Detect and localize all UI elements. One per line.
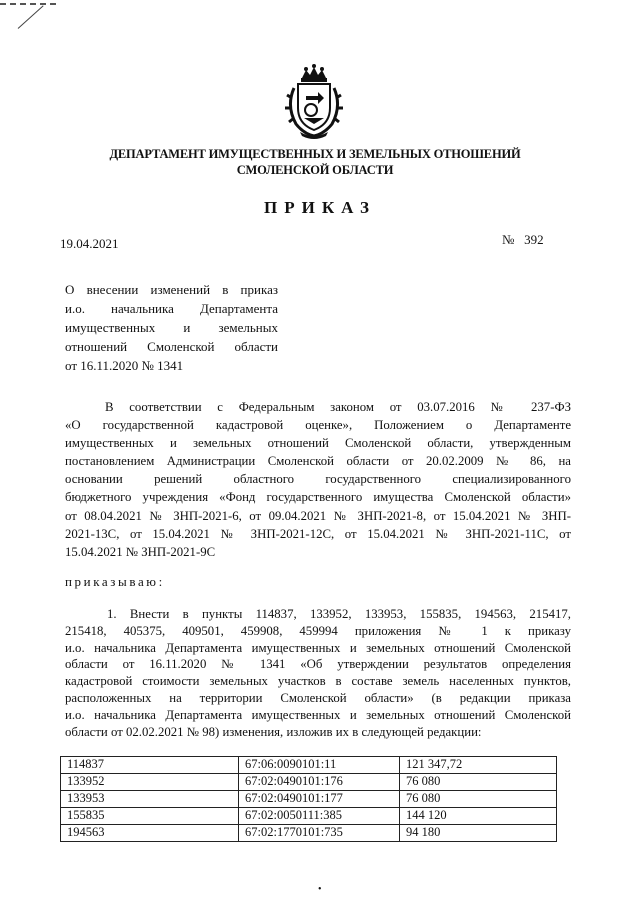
preamble-line: постановлением Администрации Смоленской области от 20.02.2009 № 86, на <box>65 454 571 469</box>
number-sign: № <box>502 232 515 247</box>
table-cell-value: 76 080 <box>400 791 557 808</box>
table-cell-value: 94 180 <box>400 825 557 842</box>
table-row <box>61 757 557 774</box>
number-value: 392 <box>524 232 544 247</box>
order-date: 19.04.2021 <box>60 236 119 251</box>
department-name: ДЕПАРТАМЕНТ ИМУЩЕСТВЕННЫХ И ЗЕМЕЛЬНЫХ ОТНОШЕНИЙ <box>109 147 521 161</box>
preamble-paragraph <box>65 398 571 561</box>
subject-line: О внесении изменений в приказ <box>65 282 278 297</box>
item-line: кадастровой стоимости земельных участков в составе земель населенных пунктов, <box>65 674 571 689</box>
table-row <box>61 808 557 825</box>
preamble-line: «О государственной кадастровой оценке», Положением о Департаменте <box>65 418 571 433</box>
subject-line: имущественных и земельных <box>65 320 278 335</box>
table-cell-item: 155835 <box>61 808 239 825</box>
preamble-line: бюджетного учреждения «Фонд государственного имущества Смоленской области» <box>65 490 571 505</box>
item-line: и.о. начальника Департамента имущественных и земельных отношений Смоленской <box>65 707 571 722</box>
item-line: 1. Внести в пункты 114837, 133952, 133953, 155835, 194563, 215417, <box>107 607 571 621</box>
subject-line: и.о. начальника Департамента <box>65 301 278 316</box>
table-cell-cadastral-number: 67:02:0050111:385 <box>239 808 400 825</box>
order-item-1 <box>65 606 571 740</box>
table-cell-item: 133952 <box>61 774 239 791</box>
scan-artifact-stroke <box>18 5 44 28</box>
table-row <box>61 774 557 791</box>
page-mark: • <box>318 884 322 895</box>
table-cell-cadastral-number: 67:02:1770101:735 <box>239 825 400 842</box>
preamble-line: В соответствии с Федеральным законом от 03.07.2016 № 237-ФЗ <box>105 400 571 414</box>
scan-artifact-dashes <box>0 3 58 5</box>
preamble-line: 15.04.2021 № ЗНП-2021-9С <box>65 544 216 559</box>
preamble-line: от 08.04.2021 № ЗНП-2021-6, от 09.04.2021 № ЗНП-2021-8, от 15.04.2021 № ЗНП- <box>65 508 571 523</box>
subject-line: от 16.11.2020 № 1341 <box>65 358 184 373</box>
cadastral-values-table <box>60 756 557 842</box>
preamble-line: имущественных и земельных отношений Смоленской области, утвержденным <box>65 436 571 451</box>
item-line: 215418, 405375, 409501, 459908, 459994 приложения № 1 к приказу <box>65 623 571 638</box>
item-line: области от 16.11.2020 № 1341 «Об утверждении результатов определения <box>65 657 571 672</box>
preamble-line: 2021-13С, от 15.04.2021 № ЗНП-2021-12С, от 15.04.2021 № ЗНП-2021-11С, от <box>65 526 571 541</box>
item-line: расположенных на территории Смоленской области» (в редакции приказа <box>65 690 571 705</box>
table-row <box>61 825 557 842</box>
item-line: и.о. начальника Департамента имущественных и земельных отношений Смоленской <box>65 640 571 655</box>
table-cell-item: 194563 <box>61 825 239 842</box>
table-cell-cadastral-number: 67:02:0490101:176 <box>239 774 400 791</box>
subject-line: отношений Смоленской области <box>65 339 278 354</box>
table-cell-item: 114837 <box>61 757 239 774</box>
table-cell-value: 121 347,72 <box>400 757 557 774</box>
document-title: ПРИКАЗ <box>264 198 376 217</box>
table-cell-value: 76 080 <box>400 774 557 791</box>
coat-of-arms-emblem <box>282 62 346 140</box>
department-heading <box>60 146 570 178</box>
order-number <box>502 232 544 248</box>
item-line: области от 02.02.2021 № 98) изменения, изложив их в следующей редакции: <box>65 724 482 739</box>
order-verb: приказываю: <box>65 574 165 589</box>
department-region: СМОЛЕНСКОЙ ОБЛАСТИ <box>236 163 394 177</box>
table-row <box>61 791 557 808</box>
preamble-line: основании решений областного государственного специализированного <box>65 472 571 487</box>
table-cell-item: 133953 <box>61 791 239 808</box>
table-cell-value: 144 120 <box>400 808 557 825</box>
table-cell-cadastral-number: 67:02:0490101:177 <box>239 791 400 808</box>
order-subject <box>65 280 278 375</box>
table-cell-cadastral-number: 67:06:0090101:11 <box>239 757 400 774</box>
